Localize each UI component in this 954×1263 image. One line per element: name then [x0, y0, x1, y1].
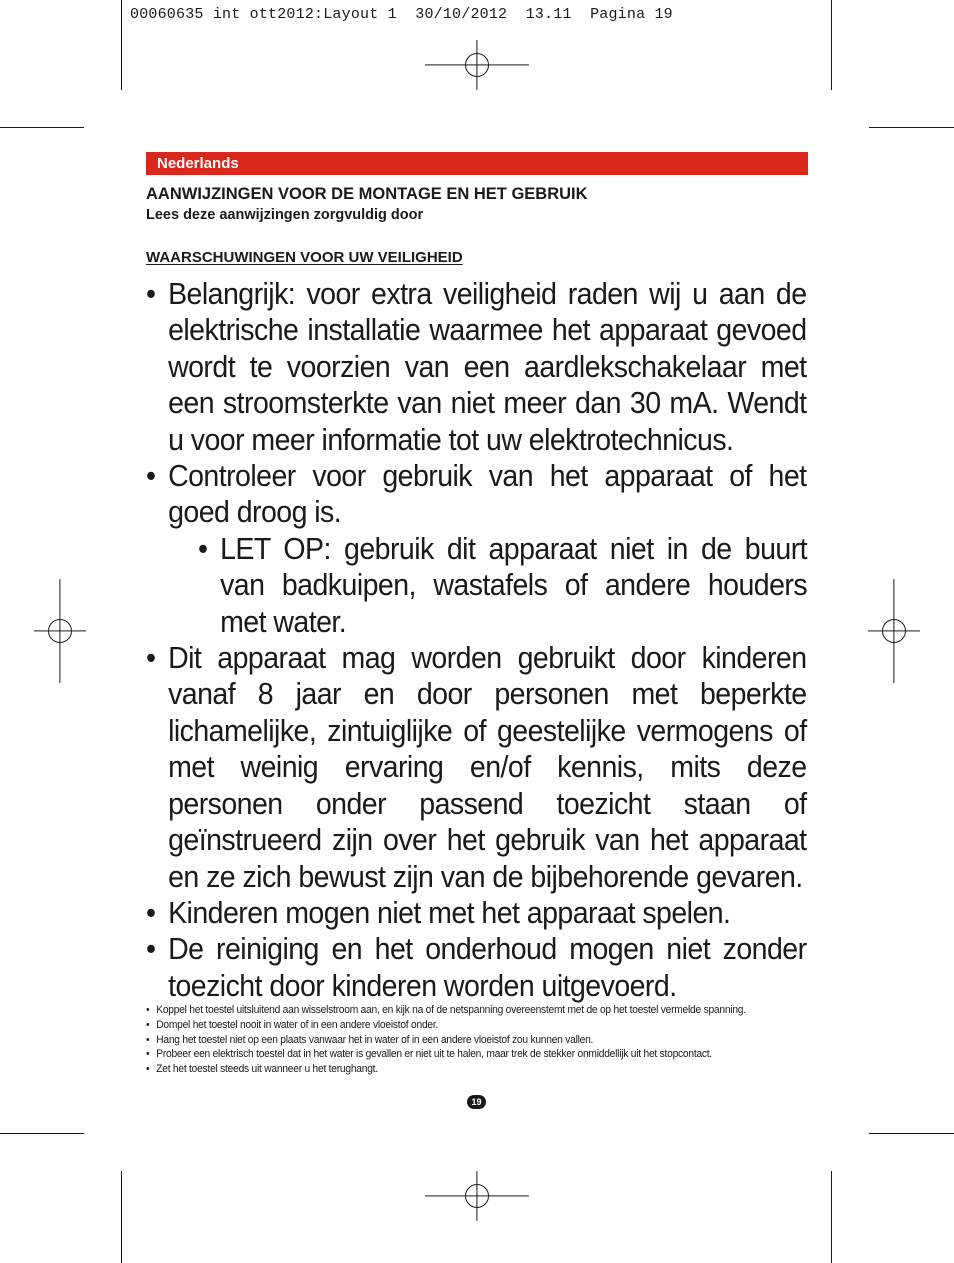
main-title: AANWIJZINGEN VOOR DE MONTAGE EN HET GEBRUIK — [146, 185, 588, 203]
section-title: WAARSCHUWINGEN VOOR UW VEILIGHEID — [146, 249, 463, 266]
crop-mark-top-right-v — [831, 0, 832, 90]
crop-mark-bottom-right-v — [831, 1171, 832, 1263]
crop-mark-bottom-left-v — [121, 1171, 122, 1263]
registration-mark-right — [868, 579, 920, 683]
note-item: • Dompel het toestel nooit in water of in een andere vloeistof onder. — [146, 1018, 820, 1033]
print-slug: 00060635 int ott2012:Layout 1 30/10/2012 13.11 Pagina 19 — [130, 6, 673, 23]
page-number: 19 — [467, 1095, 486, 1109]
note-item: • Koppel het toestel uitsluitend aan wisselstroom aan, en kijk na of de netspanning overeenstemt met de op het toestel vermelde spanning. — [146, 1003, 820, 1018]
note-item: • Probeer een elektrisch toestel dat in het water is gevallen er niet uit te halen, maar trek de stekker onmiddellijk uit het stopcontact. — [146, 1047, 820, 1062]
registration-mark-bottom — [425, 1171, 529, 1221]
notes-list — [146, 1003, 810, 1077]
warning-item: • Belangrijk: voor extra veiligheid raden wij u aan de elektrische installatie waarmee het apparaat gevoed wordt te voorzien van een aardlekschakelaar met een stroomsterkte van niet meer dan 30 mA. Wendt u voor meer informatie tot uw elektrotechnicus. — [146, 276, 807, 458]
registration-mark-left — [34, 579, 86, 683]
warning-item: • Controleer voor gebruik van het apparaat of het goed droog is. — [146, 458, 807, 531]
crop-mark-top-right-h — [869, 127, 954, 128]
warning-item: • LET OP: gebruik dit apparaat niet in de buurt van badkuipen, wastafels of andere houders met water. — [198, 531, 807, 640]
registration-mark-top — [425, 40, 529, 90]
crop-mark-bottom-right-h — [869, 1133, 954, 1134]
warning-item: • Kinderen mogen niet met het apparaat spelen. — [146, 895, 807, 931]
warning-list — [146, 276, 808, 1004]
subtitle: Lees deze aanwijzingen zorgvuldig door — [146, 207, 424, 223]
warning-item: • De reiniging en het onderhoud mogen niet zonder toezicht door kinderen worden uitgevoerd. — [146, 931, 807, 1004]
crop-mark-top-left-h — [0, 127, 84, 128]
language-bar: Nederlands — [146, 152, 808, 175]
crop-mark-top-left-v — [121, 0, 122, 90]
note-item: • Zet het toestel steeds uit wanneer u het terughangt. — [146, 1062, 820, 1077]
crop-mark-bottom-left-h — [0, 1133, 84, 1134]
note-item: • Hang het toestel niet op een plaats vanwaar het in water of in een andere vloeistof zou kunnen vallen. — [146, 1033, 820, 1048]
warning-item: • Dit apparaat mag worden gebruikt door kinderen vanaf 8 jaar en door personen met beperkte lichamelijke, zintuiglijke of geestelijke vermogens of met weinig ervaring en/of kennis, mits deze personen onder passend toezicht staan of geïnstrueerd zijn over het gebruik van het apparaat en ze zich bewust zijn van de bijbehorende gevaren. — [146, 640, 807, 895]
